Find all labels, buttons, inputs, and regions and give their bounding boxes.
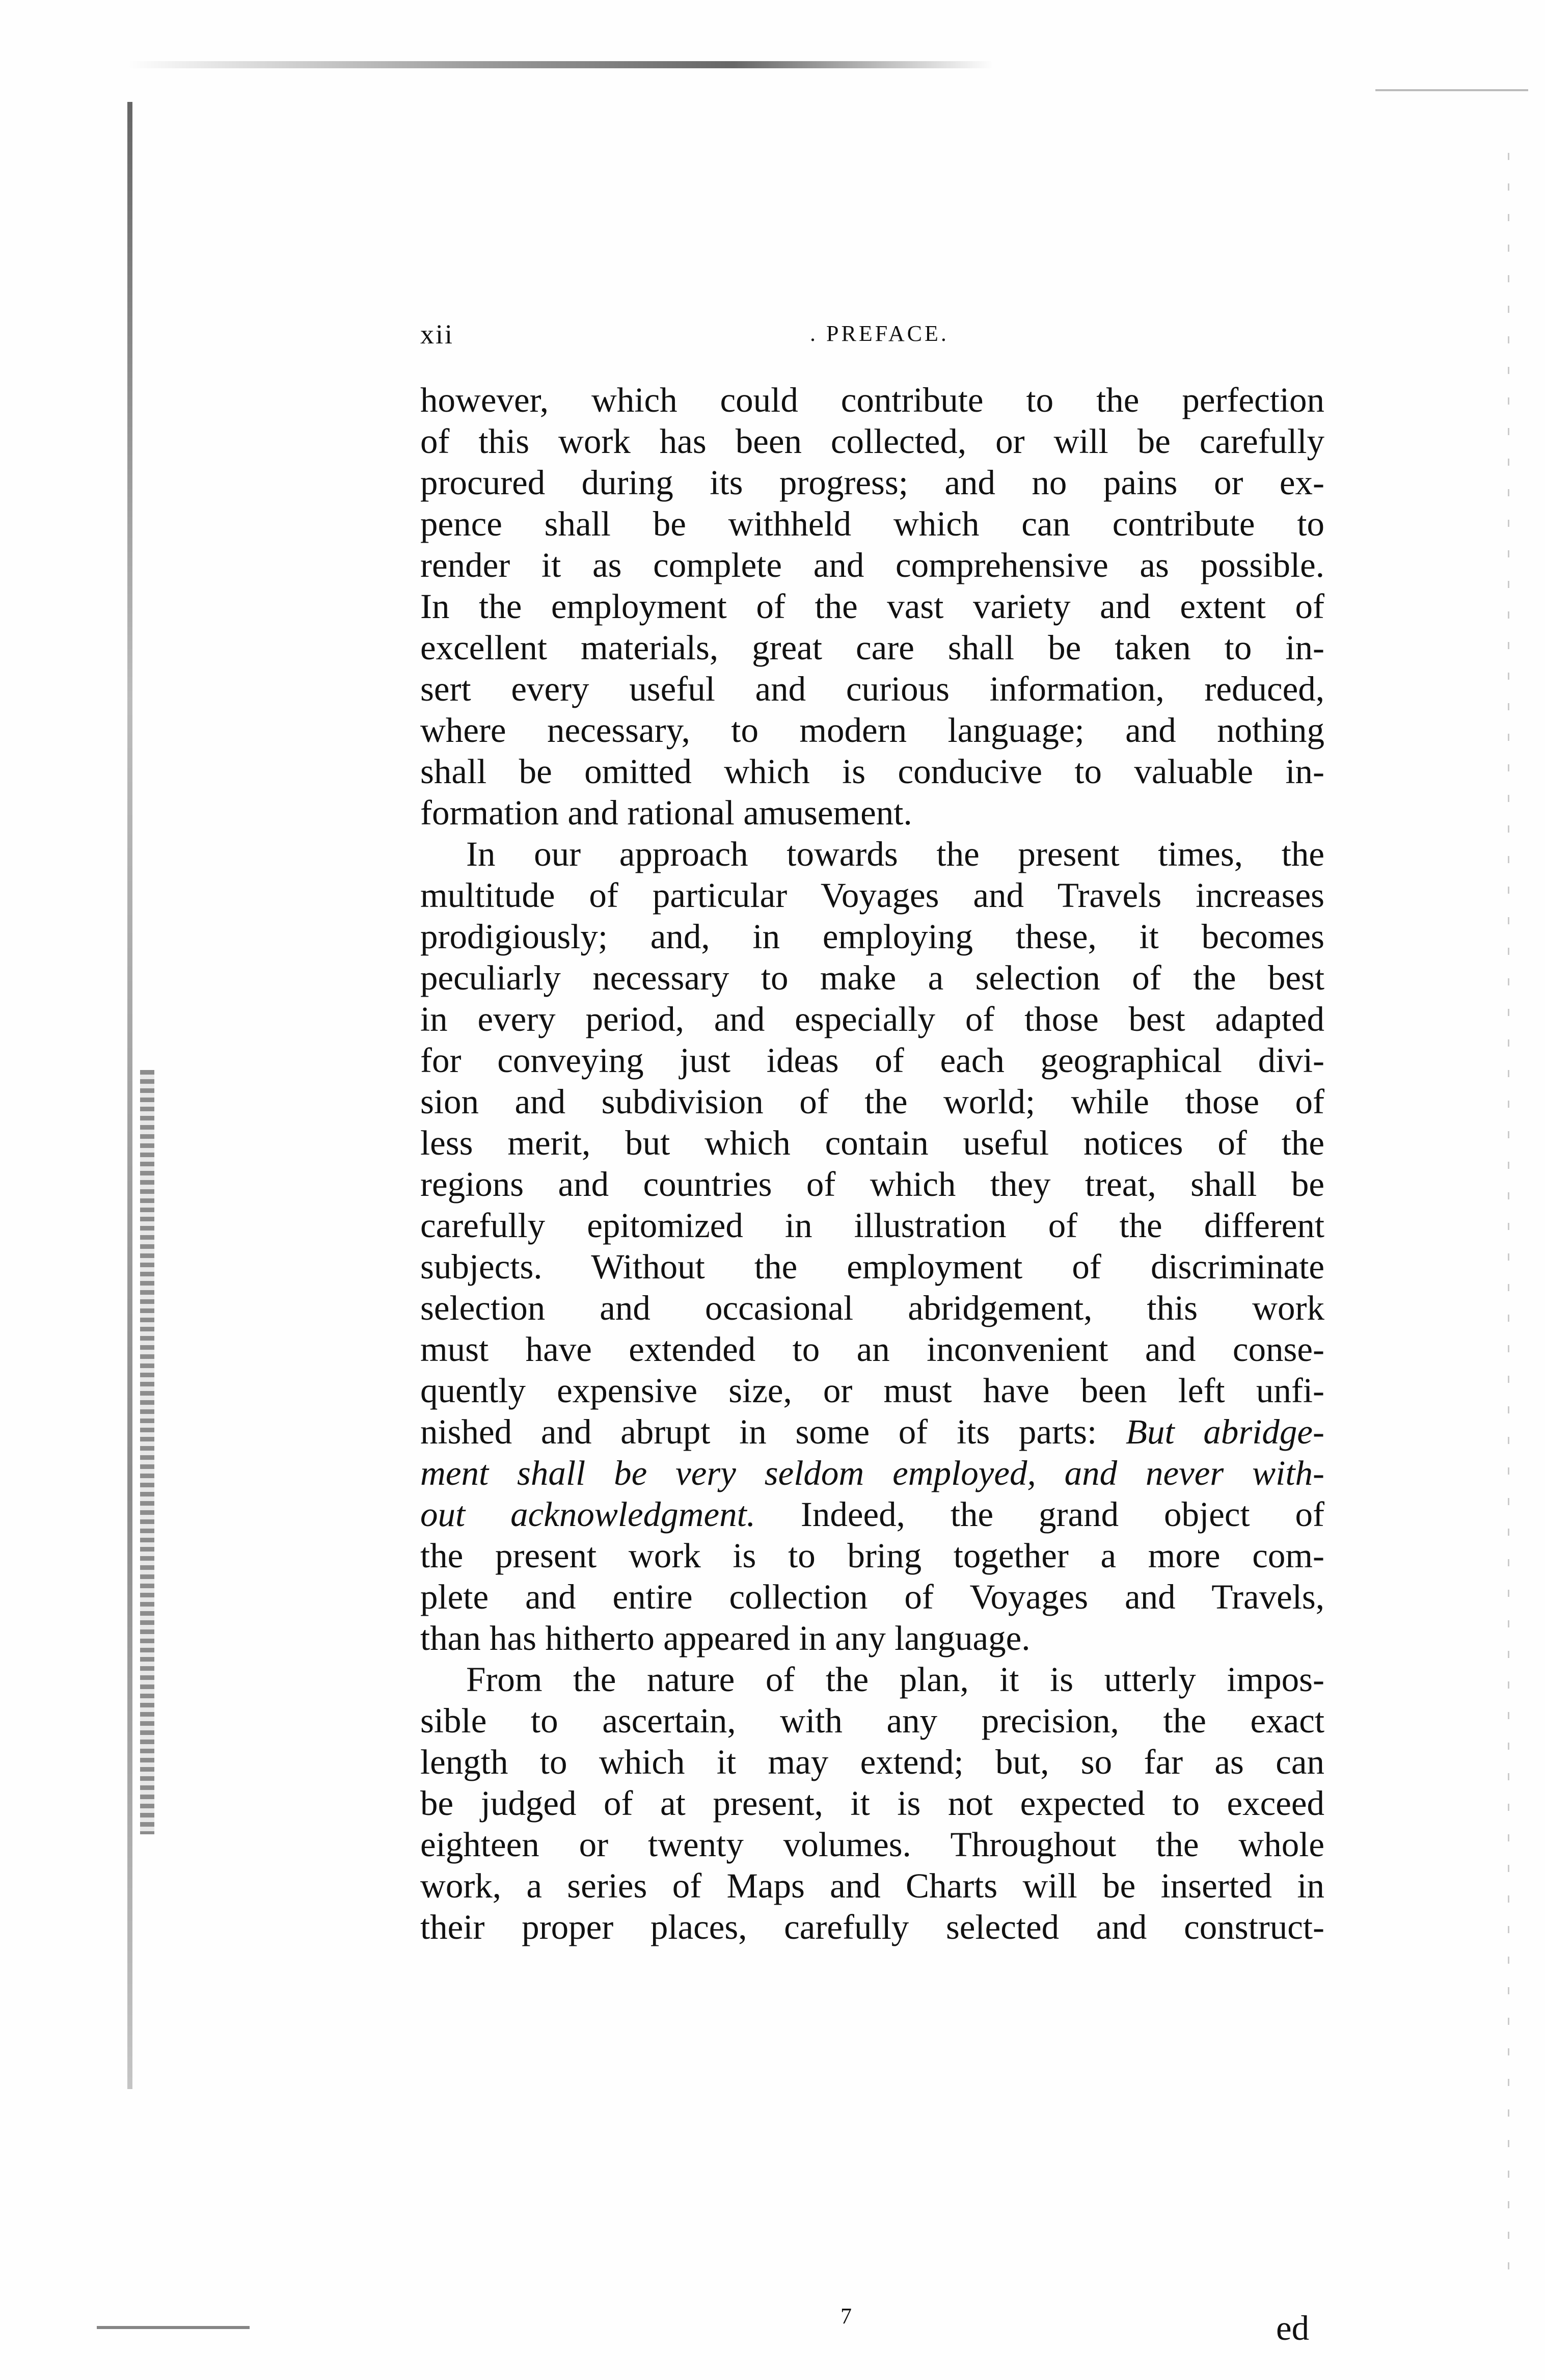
text-line	[420, 1494, 1324, 1535]
italic-run: But abridge-	[1125, 1412, 1324, 1451]
text-line: formation and rational amusement.	[420, 793, 912, 832]
text-line: however, which could contribute to the perfection	[420, 381, 1324, 419]
text-run: Indeed, the grand object of	[755, 1495, 1324, 1534]
text-line: sion and subdivision of the world; while those of	[420, 1082, 1324, 1121]
running-title: . PREFACE.	[810, 321, 949, 346]
text-line: must have extended to an inconvenient and conse-	[420, 1330, 1324, 1369]
text-line: selection and occasional abridgement, this work	[420, 1289, 1324, 1327]
page-number: xii	[420, 319, 454, 350]
text-line: prodigiously; and, in employing these, it becomes	[420, 917, 1324, 956]
text-line: in every period, and especially of those best adapted	[420, 1000, 1324, 1038]
text-line: procured during its progress; and no pains or ex-	[420, 463, 1324, 502]
text-line: multitude of particular Voyages and Travels increases	[420, 876, 1324, 915]
text-line: peculiarly necessary to make a selection of the best	[420, 958, 1324, 997]
text-line: From the nature of the plan, it is utterly impos-	[466, 1660, 1324, 1699]
text-line: subjects. Without the employment of discriminate	[420, 1247, 1324, 1286]
paragraph-group	[420, 380, 1324, 1411]
paragraph-group	[420, 1535, 1324, 1948]
text-line: In the employment of the vast variety and extent of	[420, 587, 1324, 626]
text-line: less merit, but which contain useful notices of the	[420, 1124, 1324, 1162]
text-line: of this work has been collected, or will be carefully	[420, 422, 1324, 461]
scan-edge-left	[127, 102, 132, 2089]
text-line: render it as complete and comprehensive as possible.	[420, 546, 1324, 584]
text-line: regions and countries of which they treat, shall be	[420, 1165, 1324, 1204]
text-line: shall be omitted which is conducive to valuable in-	[420, 752, 1324, 791]
scan-edge-bottom	[97, 2326, 250, 2329]
signature-mark: 7	[841, 2304, 852, 2329]
text-line: sert every useful and curious information, reduced,	[420, 670, 1324, 708]
text-line	[420, 1453, 1324, 1494]
text-line	[420, 1411, 1324, 1453]
text-line: sible to ascertain, with any precision, the exact	[420, 1701, 1324, 1740]
italic-run: ment shall be very seldom employed, and never with-	[420, 1454, 1324, 1492]
text-line: than has hitherto appeared in any language.	[420, 1619, 1031, 1657]
text-line: the present work is to bring together a more com-	[420, 1536, 1324, 1575]
catchword: ed	[1276, 2309, 1310, 2347]
text-line: where necessary, to modern language; and nothing	[420, 711, 1324, 750]
text-line: be judged of at present, it is not expected to exceed	[420, 1784, 1324, 1823]
text-line: carefully epitomized in illustration of the different	[420, 1206, 1324, 1245]
body-text	[420, 380, 1324, 1948]
text-line: eighteen or twenty volumes. Throughout the whole	[420, 1825, 1324, 1864]
scan-edge-right	[1508, 153, 1509, 2293]
text-run: nished and abrupt in some of its parts:	[420, 1412, 1126, 1451]
text-line: quently expensive size, or must have been left unfi-	[420, 1371, 1324, 1410]
text-line: their proper places, carefully selected and construct-	[420, 1908, 1324, 1946]
text-line: for conveying just ideas of each geographical divi-	[420, 1041, 1324, 1080]
text-line: In our approach towards the present times, the	[466, 835, 1324, 873]
text-line: work, a series of Maps and Charts will be inserted in	[420, 1866, 1324, 1905]
scan-edge-top-right	[1375, 89, 1528, 91]
text-line: excellent materials, great care shall be taken to in-	[420, 628, 1324, 667]
text-line: pence shall be withheld which can contribute to	[420, 504, 1324, 543]
scan-edge-top	[127, 61, 993, 68]
running-head	[420, 318, 1322, 354]
text-line: plete and entire collection of Voyages and Travels,	[420, 1577, 1324, 1616]
binding-shadow	[140, 1070, 154, 1834]
italic-run: out acknowledgment.	[420, 1495, 756, 1534]
text-line: length to which it may extend; but, so far as can	[420, 1743, 1324, 1781]
